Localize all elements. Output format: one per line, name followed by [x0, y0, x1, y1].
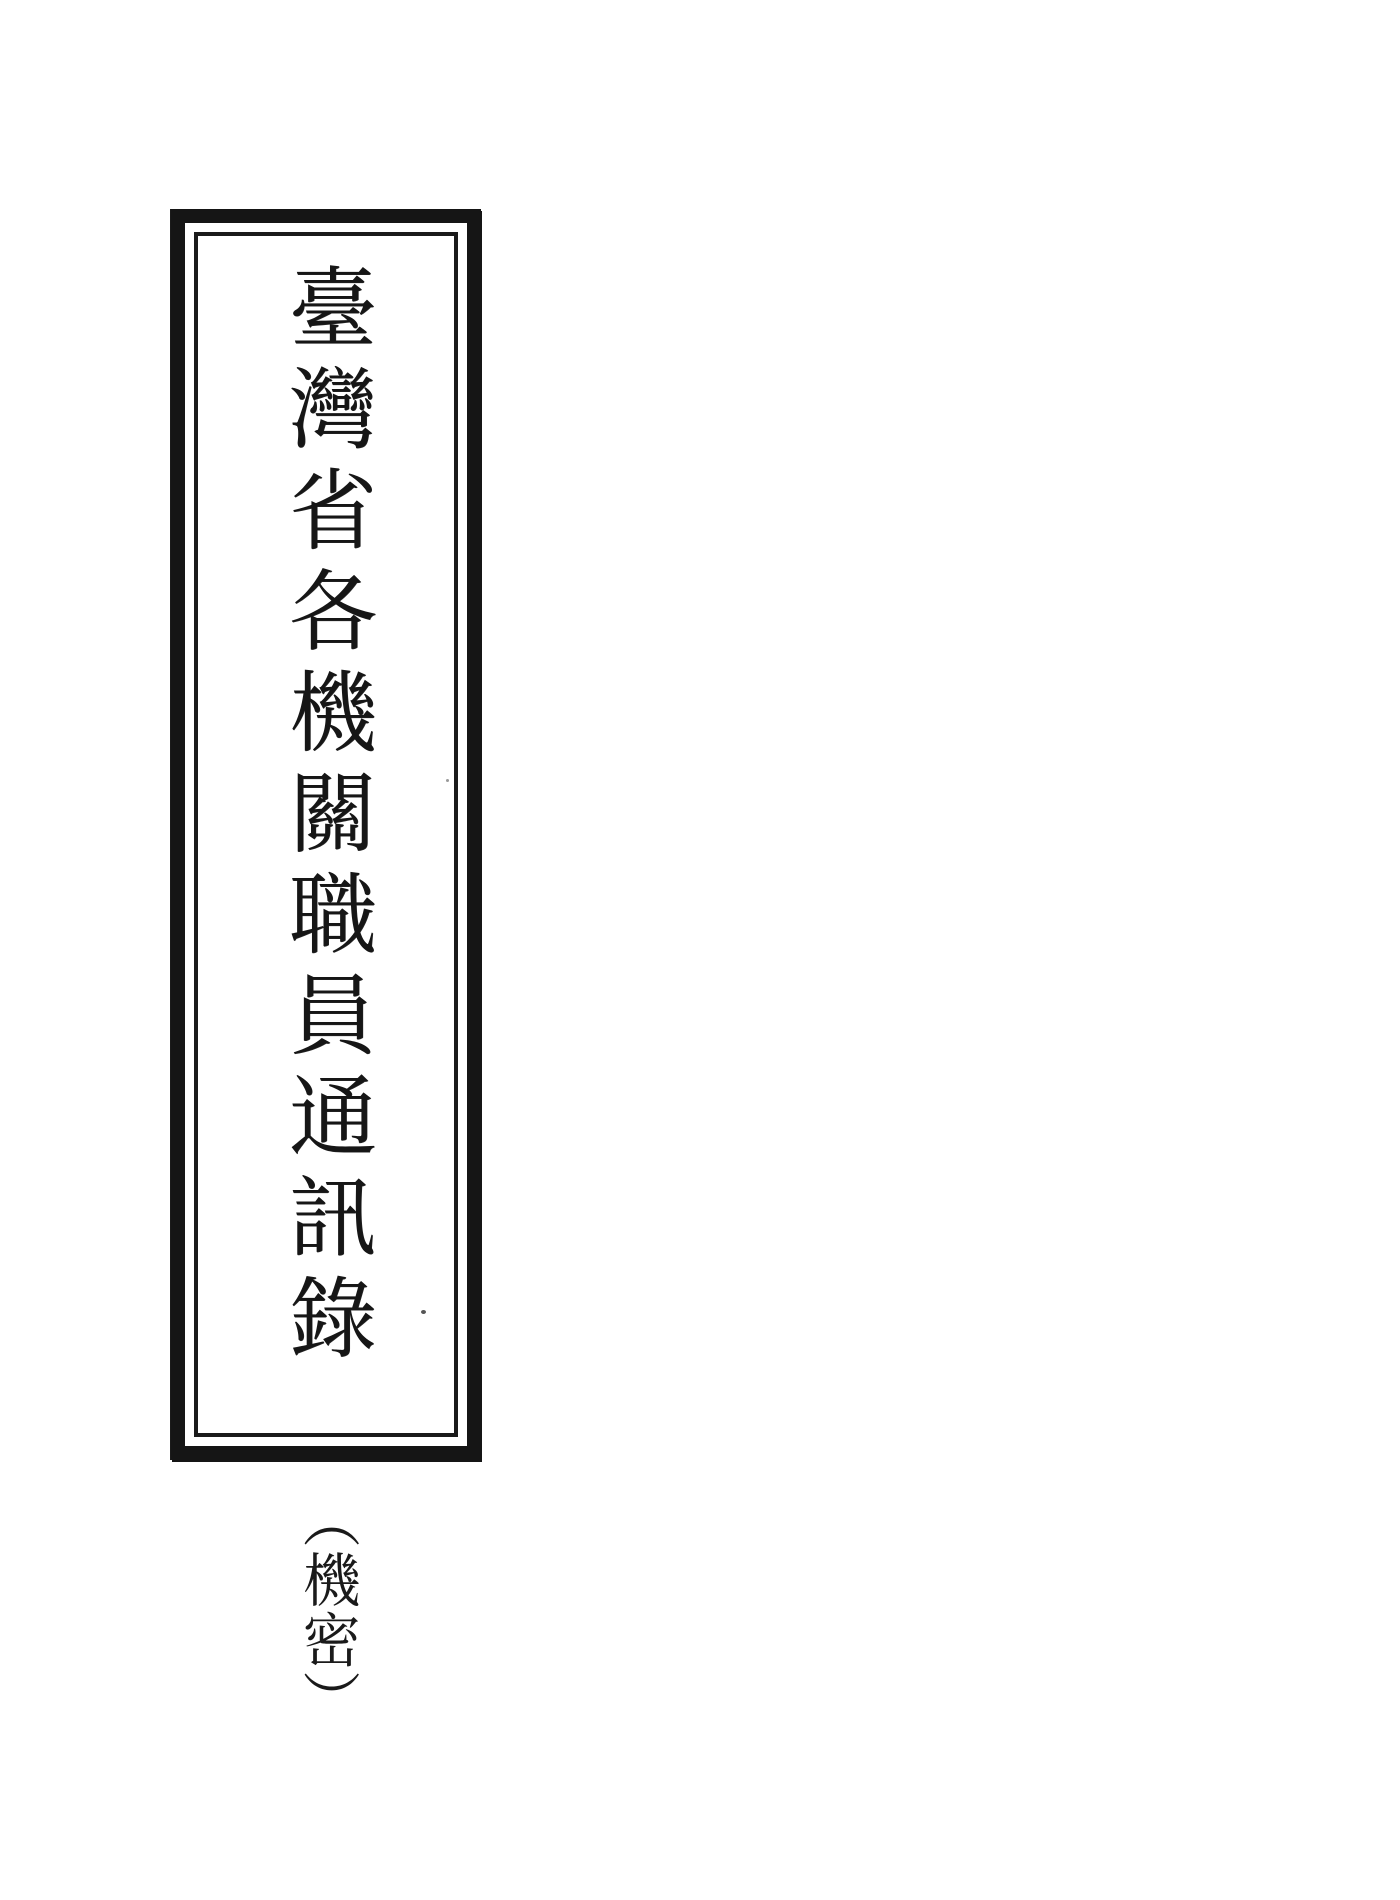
book-title-vertical-text: 臺灣省各機關職員通訊錄	[275, 262, 378, 1373]
scan-speck	[421, 1310, 426, 1314]
title-border-box	[171, 209, 481, 1460]
inner-border-frame	[194, 232, 458, 1437]
confidential-mark: （機密）	[292, 1490, 361, 1730]
scan-speck	[446, 779, 449, 782]
